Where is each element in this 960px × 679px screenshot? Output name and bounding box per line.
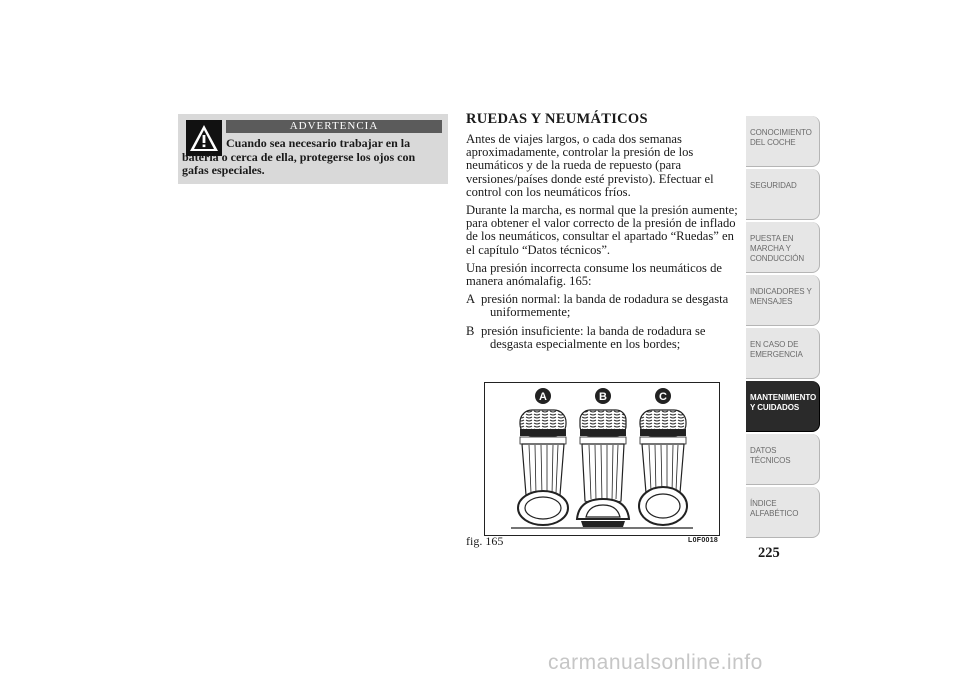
section-heading: RUEDAS Y NEUMÁTICOS [466,111,648,127]
tab-label: MANTENIMIENTO Y CUIDADOS [750,393,817,412]
figure-code: L0F0018 [688,537,719,544]
tab-datos-tecnicos[interactable] [746,434,820,485]
paragraph-2: Durante la marcha, es normal que la presión aumente; para obtener el valor correcto de la presión de inflado de los neumáticos, consultar el apartado “Ruedas” en el capítulo “Datos técnicos”. [466,203,738,257]
tab-mantenimiento[interactable] [746,381,820,432]
warning-title: ADVERTENCIA [226,120,442,133]
tab-label: EN CASO DE EMERGENCIA [750,340,803,359]
page-number: 225 [758,545,780,561]
item-letter: B [466,323,475,338]
tab-label: PUESTA EN MARCHA Y CONDUCCIÓN [750,234,805,263]
tyre-a [518,410,568,525]
paragraph-1: Antes de viajes largos, o cada dos semanas aproximadamente, controlar la presión de los neumáticos y de la rueda de repuesto (para versiones/países donde esté previsto). Efectuar el control con los neumáticos fríos. [466,132,714,199]
svg-text:C: C [659,391,667,403]
tab-indice[interactable] [746,487,820,538]
list-item-b [466,325,742,351]
tab-label: ÍNDICE ALFABÉTICO [750,499,799,518]
main-column [466,111,742,356]
tyre-figure [484,382,720,536]
label-c [655,388,671,404]
tyre-illustration [485,383,719,535]
tab-conocimiento[interactable] [746,116,820,167]
tyre-b [577,410,629,527]
tab-label: CONOCIMIENTO DEL COCHE [750,128,812,147]
label-b [595,388,611,404]
tab-indicadores[interactable] [746,275,820,326]
item-text: presión insuficiente: la banda de rodadura se desgasta especialmente en los bordes; [481,323,706,351]
item-text: presión normal: la banda de rodadura se desgasta uniformemente; [481,292,729,320]
warning-text: Cuando sea necesario trabajar en la batería o cerca de ella, protegerse los ojos con gafas especiales. [182,136,416,177]
svg-text:B: B [599,391,607,403]
tab-seguridad[interactable] [746,169,820,220]
figure-caption: fig. 165 [466,534,504,548]
list-item-a [466,293,742,319]
tyre-c [639,410,687,525]
tab-label: SEGURIDAD [750,181,797,190]
paragraph-3: Una presión incorrecta consume los neumáticos de manera anómalafig. 165: [466,260,722,289]
item-letter: A [466,292,476,307]
label-a [535,388,551,404]
tab-puesta-en-marcha[interactable] [746,222,820,273]
watermark: carmanualsonline.info [548,651,763,674]
warning-box [178,114,448,184]
svg-text:A: A [539,391,547,403]
tab-label: DATOS TÉCNICOS [750,446,791,465]
chapter-tabs [746,116,820,540]
tab-label: INDICADORES Y MENSAJES [750,287,812,306]
tab-emergencia[interactable] [746,328,820,379]
